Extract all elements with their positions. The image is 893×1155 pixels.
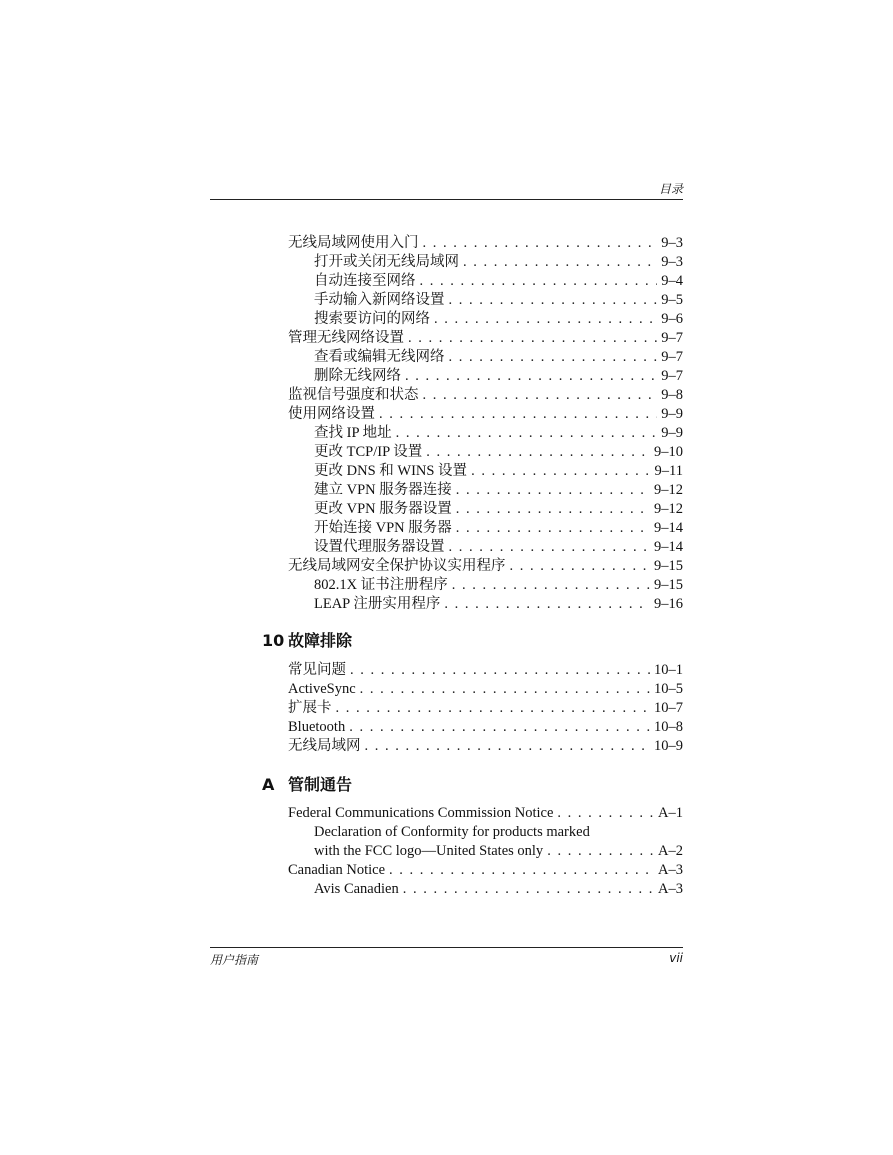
dot-leader xyxy=(396,424,658,443)
toc-entry[interactable] xyxy=(288,661,683,680)
toc-entry-page: A–2 xyxy=(658,843,683,859)
toc-entry-title: 删除无线网络 xyxy=(314,368,401,384)
toc-entry[interactable] xyxy=(288,424,683,443)
toc-entry-title: 搜索要访问的网络 xyxy=(314,311,430,327)
dot-leader xyxy=(456,481,650,500)
toc-entry-page: 9–15 xyxy=(654,577,683,593)
toc-entry-page: 9–15 xyxy=(654,558,683,574)
toc-entry-title: 更改 VPN 服务器设置 xyxy=(314,501,452,517)
dot-leader xyxy=(434,310,657,329)
dot-leader xyxy=(463,253,657,272)
page-footer xyxy=(210,947,683,968)
dot-leader xyxy=(336,699,651,718)
toc-entry-title: 打开或关闭无线局域网 xyxy=(314,254,459,270)
appendix-title: 管制通告 xyxy=(288,775,353,794)
dot-leader xyxy=(471,462,650,481)
toc-entry-page: 9–4 xyxy=(661,273,683,289)
toc-entry-page: 9–7 xyxy=(661,330,683,346)
dot-leader xyxy=(408,329,657,348)
toc-chapter-9-block xyxy=(288,234,683,614)
toc-entry[interactable] xyxy=(288,310,683,329)
chapter-number: 10 xyxy=(262,631,285,650)
toc-entry-title: Avis Canadien xyxy=(314,881,399,897)
dot-leader xyxy=(456,500,650,519)
dot-leader xyxy=(547,842,654,861)
toc-entry-title: 管理无线网络设置 xyxy=(288,330,404,346)
appendix-letter: A xyxy=(262,775,275,794)
dot-leader xyxy=(452,576,650,595)
toc-entry-page: 10–5 xyxy=(654,681,683,697)
toc-entry-title: 更改 TCP/IP 设置 xyxy=(314,444,423,460)
toc-entry-title: 自动连接至网络 xyxy=(314,273,416,289)
dot-leader xyxy=(449,538,651,557)
toc-entry[interactable] xyxy=(288,880,683,899)
toc-entry-page: A–3 xyxy=(658,881,683,897)
toc-entry-title: 建立 VPN 服务器连接 xyxy=(314,482,452,498)
dot-leader xyxy=(510,557,651,576)
toc-entry[interactable] xyxy=(288,699,683,718)
toc-entry-page: 10–8 xyxy=(654,719,683,735)
dot-leader xyxy=(426,443,650,462)
toc-entry-title: LEAP 注册实用程序 xyxy=(314,596,441,612)
toc-entry-title: 无线局域网 xyxy=(288,738,361,754)
toc-entry[interactable] xyxy=(288,367,683,386)
toc-entry-page: 9–5 xyxy=(661,292,683,308)
chapter-10-heading[interactable] xyxy=(262,631,352,651)
toc-entry[interactable] xyxy=(288,595,683,614)
toc-entry-page: 9–12 xyxy=(654,501,683,517)
toc-entry-page: 10–7 xyxy=(654,700,683,716)
toc-entry-title: Federal Communications Commission Notice xyxy=(288,805,554,821)
toc-entry-title: with the FCC logo—United States only xyxy=(314,843,544,859)
toc-entry-page: 9–9 xyxy=(661,425,683,441)
toc-entry[interactable] xyxy=(288,272,683,291)
toc-entry-page: 9–8 xyxy=(661,387,683,403)
toc-entry-title: Bluetooth xyxy=(288,719,346,735)
toc-entry-page: 9–14 xyxy=(654,520,683,536)
appendix-a-heading[interactable] xyxy=(262,775,352,795)
toc-entry-page: 9–9 xyxy=(661,406,683,422)
dot-leader xyxy=(557,804,654,823)
toc-entry[interactable] xyxy=(288,718,683,737)
dot-leader xyxy=(449,291,658,310)
dot-leader xyxy=(403,880,654,899)
toc-entry[interactable] xyxy=(288,405,683,424)
toc-entry-page: A–3 xyxy=(658,862,683,878)
toc-appendix-a-block xyxy=(288,804,683,899)
dot-leader xyxy=(365,737,651,756)
toc-entry[interactable] xyxy=(288,462,683,481)
toc-entry[interactable] xyxy=(288,576,683,595)
dot-leader xyxy=(444,595,650,614)
dot-leader xyxy=(349,718,650,737)
toc-entry-page: 10–1 xyxy=(654,662,683,678)
toc-entry-title: Declaration of Conformity for products marked xyxy=(314,824,590,840)
toc-entry-page: 9–11 xyxy=(654,463,683,479)
toc-entry-title: 无线局域网安全保护协议实用程序 xyxy=(288,558,506,574)
dot-leader xyxy=(350,661,650,680)
toc-entry-title: 使用网络设置 xyxy=(288,406,375,422)
toc-entry[interactable] xyxy=(288,538,683,557)
toc-entry[interactable] xyxy=(288,861,683,880)
toc-entry[interactable] xyxy=(288,842,683,861)
toc-entry[interactable] xyxy=(288,804,683,823)
toc-entry-title: 802.1X 证书注册程序 xyxy=(314,577,448,593)
dot-leader xyxy=(379,405,657,424)
toc-entry-page: A–1 xyxy=(658,805,683,821)
page-header xyxy=(210,180,683,200)
chapter-title: 故障排除 xyxy=(288,631,353,650)
toc-entry-title: 手动输入新网络设置 xyxy=(314,292,445,308)
dot-leader xyxy=(405,367,657,386)
toc-entry-title: 常见问题 xyxy=(288,662,346,678)
dot-leader xyxy=(456,519,650,538)
toc-entry[interactable] xyxy=(288,500,683,519)
toc-entry-page: 9–7 xyxy=(661,368,683,384)
toc-entry-page: 9–3 xyxy=(661,235,683,251)
toc-entry-title: 监视信号强度和状态 xyxy=(288,387,419,403)
toc-entry-title: ActiveSync xyxy=(288,681,356,697)
toc-entry[interactable] xyxy=(288,253,683,272)
footer-guide-title: 用户指南 xyxy=(210,953,259,967)
toc-entry-page: 9–14 xyxy=(654,539,683,555)
dot-leader xyxy=(423,234,658,253)
toc-entry[interactable] xyxy=(288,291,683,310)
toc-entry-title: Canadian Notice xyxy=(288,862,386,878)
dot-leader xyxy=(420,272,658,291)
dot-leader xyxy=(423,386,658,405)
toc-entry[interactable] xyxy=(288,386,683,405)
toc-chapter-10-block xyxy=(288,661,683,756)
toc-entry-title: 查看或编辑无线网络 xyxy=(314,349,445,365)
toc-entry-page: 9–16 xyxy=(654,596,683,612)
toc-entry[interactable] xyxy=(288,348,683,367)
toc-entry-title: 开始连接 VPN 服务器 xyxy=(314,520,452,536)
toc-entry[interactable] xyxy=(288,481,683,500)
toc-entry[interactable] xyxy=(288,234,683,253)
dot-leader xyxy=(360,680,650,699)
toc-entry[interactable] xyxy=(288,680,683,699)
toc-entry-page: 9–6 xyxy=(661,311,683,327)
toc-entry-title: 设置代理服务器设置 xyxy=(314,539,445,555)
toc-entry-wrapped-line[interactable] xyxy=(288,823,683,842)
toc-entry[interactable] xyxy=(288,737,683,756)
header-title: 目录 xyxy=(658,182,683,196)
toc-entry[interactable] xyxy=(288,329,683,348)
toc-entry-page: 9–3 xyxy=(661,254,683,270)
toc-entry-page: 9–12 xyxy=(654,482,683,498)
toc-entry[interactable] xyxy=(288,557,683,576)
toc-entry-title: 扩展卡 xyxy=(288,700,332,716)
toc-entry-page: 9–10 xyxy=(654,444,683,460)
dot-leader xyxy=(449,348,658,367)
toc-entry-page: 9–7 xyxy=(661,349,683,365)
toc-entry-page: 10–9 xyxy=(654,738,683,754)
toc-entry-title: 查找 IP 地址 xyxy=(314,425,392,441)
toc-entry-title: 更改 DNS 和 WINS 设置 xyxy=(314,463,468,479)
footer-page-number: vii xyxy=(669,951,683,965)
dot-leader xyxy=(389,861,654,880)
toc-entry-title: 无线局域网使用入门 xyxy=(288,235,419,251)
toc-entry[interactable] xyxy=(288,443,683,462)
toc-entry[interactable] xyxy=(288,519,683,538)
